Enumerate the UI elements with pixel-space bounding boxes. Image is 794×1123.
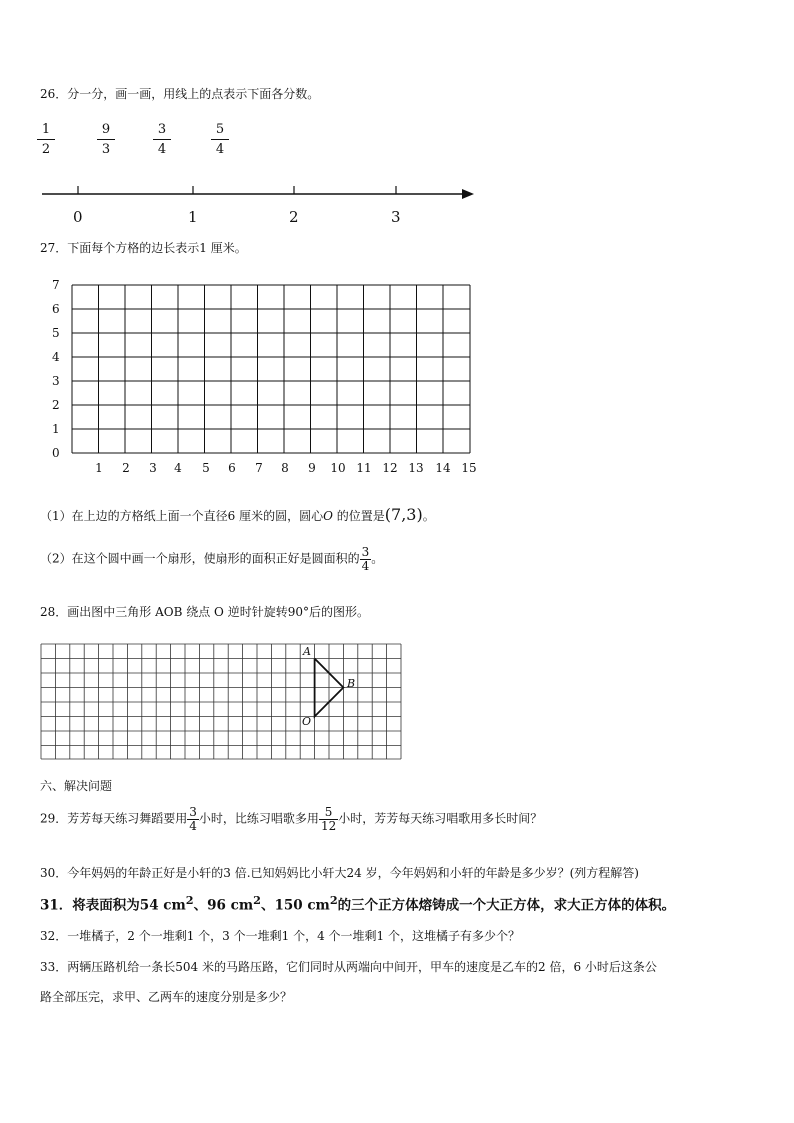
y-axis-label: 4: [52, 350, 60, 364]
q31-pre: 31．将表面积为: [40, 897, 140, 914]
unit-exponent: 2: [253, 893, 261, 907]
x-axis-label: 7: [255, 461, 263, 475]
q31-text: [40, 893, 675, 914]
y-axis-label: 6: [52, 302, 60, 316]
fraction-denominator: 12: [320, 818, 337, 833]
fraction-numerator: 3: [189, 805, 197, 819]
x-axis-label: 10: [330, 461, 346, 475]
unit-exponent: 2: [329, 893, 338, 907]
x-axis-label: 11: [356, 461, 372, 475]
fraction-numerator: 5: [215, 122, 225, 137]
q33-line-2: 路全部压完，求甲、乙两车的速度分别是多少？: [40, 990, 293, 1004]
fraction-denominator: 2: [37, 139, 55, 157]
y-axis-label: 5: [52, 326, 60, 340]
number-line-label: 3: [391, 208, 401, 226]
x-axis-label: 5: [202, 461, 210, 475]
fraction-three-quarters: [360, 546, 372, 572]
q31-post: 的三个正方体熔铸成一个大正方体，求大正方体的体积。: [337, 897, 676, 914]
point-a-label: A: [303, 645, 311, 658]
section-6-heading: 六、解决问题: [40, 779, 113, 793]
x-axis-label: 3: [149, 461, 157, 475]
fraction-numerator: 1: [41, 122, 51, 137]
q26-fraction-2: [97, 122, 115, 157]
y-axis-label: 7: [52, 278, 60, 292]
number-line-label: 0: [73, 208, 83, 226]
q26-text: 26．分一分，画一画，用线上的点表示下面各分数。: [40, 87, 320, 101]
center-point-label: O: [323, 509, 333, 523]
q26-fraction-1: [37, 122, 55, 157]
area-value-2: 96 cm: [207, 897, 254, 914]
number-line-label: 2: [289, 208, 299, 226]
x-axis-label: 1: [95, 461, 103, 475]
area-value-1: 54 cm: [139, 897, 186, 914]
q27-sub2-end: 。: [371, 551, 384, 566]
q26-fraction-3: [153, 122, 171, 157]
x-axis-label: 2: [122, 461, 130, 475]
point-b-label: B: [347, 677, 356, 690]
q29-text: [40, 806, 542, 832]
fraction-numerator: 3: [361, 545, 370, 559]
q27-sub1: [40, 505, 435, 524]
q30-text: 30．今年妈妈的年龄正好是小轩的3 倍.已知妈妈比小轩大24 岁，今年妈妈和小轩的年龄是多少岁？(列方程解答): [40, 866, 639, 880]
q27-text: 27．下面每个方格的边长表示1 厘米。: [40, 241, 247, 255]
fraction-denominator: 4: [211, 139, 229, 157]
q29-pre: 29．芳芳每天练习舞蹈要用: [40, 811, 188, 826]
fraction-5-12: [319, 806, 338, 832]
q29-post: 小时，芳芳每天练习唱歌用多长时间？: [338, 811, 543, 826]
x-axis-label: 4: [174, 461, 182, 475]
q27-sub2: [40, 546, 383, 572]
x-axis-label: 15: [461, 461, 477, 475]
q28-text: 28．画出图中三角形 AOB 绕点 O 逆时针旋转90°后的图形。: [40, 605, 369, 619]
unit-exponent: 2: [185, 893, 194, 907]
fraction-3-4: [187, 806, 199, 832]
q26-fraction-4: [211, 122, 229, 157]
x-axis-label: 14: [435, 461, 451, 475]
fraction-denominator: 4: [361, 558, 370, 573]
q28-grid: [40, 643, 404, 761]
x-axis-label: 12: [382, 461, 398, 475]
q32-text: 32．一堆橘子，2 个一堆剩1 个，3 个一堆剩1 个，4 个一堆剩1 个，这堆橘子有多少个？: [40, 929, 520, 943]
area-value-3: 150 cm: [274, 897, 330, 914]
fraction-numerator: 3: [157, 122, 167, 137]
x-axis-label: 8: [281, 461, 289, 475]
q29-mid: 小时，比练习唱歌多用: [198, 811, 319, 826]
number-line: [38, 183, 478, 205]
fraction-denominator: 4: [153, 139, 171, 157]
y-axis-label: 1: [52, 422, 60, 436]
q27-sub1-mid: 的位置是: [332, 509, 385, 523]
q27-sub2-text: （2）在这个圆中画一个扇形，使扇形的面积正好是圆面积的: [40, 551, 360, 566]
separator: 、: [193, 897, 208, 914]
q27-sub1-end: 。: [422, 509, 435, 523]
fraction-numerator: 5: [324, 805, 333, 819]
center-coordinate: (7,3): [384, 505, 423, 524]
separator: 、: [260, 897, 275, 914]
q27-grid: [71, 284, 473, 456]
fraction-denominator: 4: [189, 818, 197, 833]
y-axis-label: 2: [52, 398, 60, 412]
fraction-denominator: 3: [97, 139, 115, 157]
number-line-label: 1: [188, 208, 198, 226]
x-axis-label: 6: [228, 461, 236, 475]
q27-sub1-text: （1）在上边的方格纸上面一个直径6 厘米的圆，圆心: [40, 509, 324, 523]
q33-line-1: 33．两辆压路机给一条长504 米的马路压路，它们同时从两端向中间开，甲车的速度是乙车的2 倍，6 小时后这条公: [40, 960, 657, 974]
x-axis-label: 9: [308, 461, 316, 475]
fraction-numerator: 9: [101, 122, 111, 137]
y-axis-label: 3: [52, 374, 60, 388]
point-o-label: O: [302, 715, 312, 728]
y-axis-label: 0: [52, 446, 60, 460]
x-axis-label: 13: [408, 461, 424, 475]
